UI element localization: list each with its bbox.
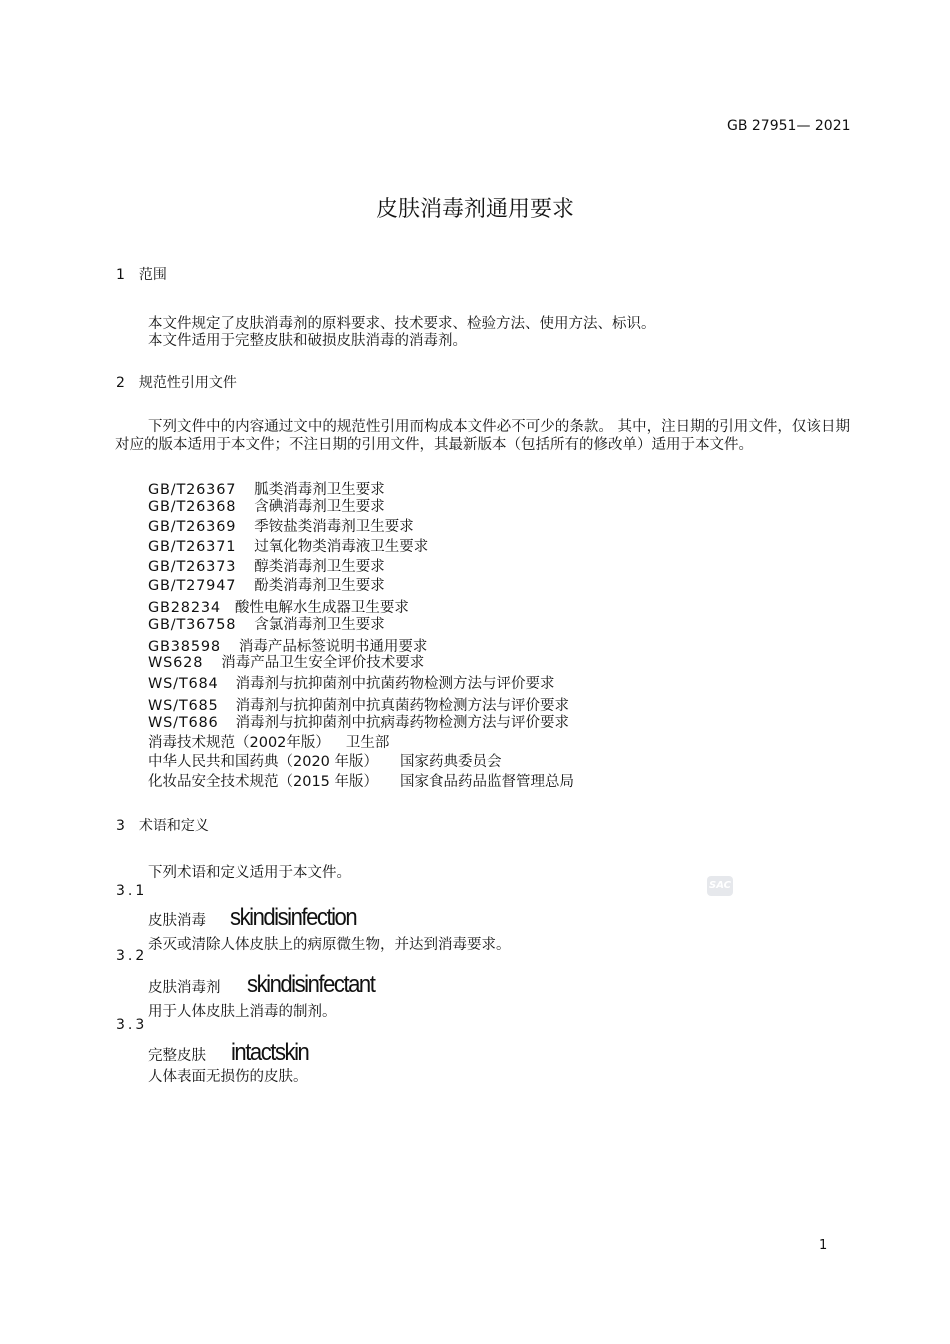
reference-code: GB/T26371 <box>148 539 237 555</box>
reference-code: GB/T26367 <box>148 482 237 498</box>
section-title: 规范性引用文件 <box>138 375 237 391</box>
term-en: skindisinfectant <box>246 971 374 998</box>
reference-title: 消毒产品标签说明书通用要求 <box>238 639 428 655</box>
reference-title: 过氧化物类消毒液卫生要求 <box>254 539 429 555</box>
reference-title: 消毒剂与抗抑菌剂中抗菌药物检测方法与评价要求 <box>235 676 555 692</box>
reference-title: 消毒剂与抗抑菌剂中抗真菌药物检测方法与评价要求 <box>235 698 570 714</box>
reference-code: GB/T36758 <box>148 617 237 633</box>
reference-code: WS/T684 <box>148 676 219 692</box>
scope-paragraph: 本文件规定了皮肤消毒剂的原料要求、技术要求、检验方法、使用方法、标识。 <box>148 316 656 332</box>
standard-number: GB 27951— 2021 <box>727 118 851 134</box>
term-definition: 杀灭或清除人体皮肤上的病原微生物，并达到消毒要求。 <box>148 937 511 953</box>
reference-code: GB28234 <box>148 600 221 616</box>
reference-item <box>148 672 555 693</box>
reference-title: 国家药典委员会 <box>400 754 502 770</box>
reference-item <box>148 535 428 556</box>
reference-item <box>148 555 385 576</box>
term-number: 3.3 <box>116 1017 148 1033</box>
reference-title: 酸性电解水生成器卫生要求 <box>234 600 409 616</box>
section-3-heading <box>116 815 209 835</box>
reference-title: 季铵盐类消毒剂卫生要求 <box>254 519 414 535</box>
reference-item <box>148 711 569 732</box>
term-number: 3.1 <box>116 883 148 899</box>
term-heading <box>148 904 367 932</box>
section-title: 范围 <box>138 267 167 283</box>
term-zh: 皮肤消毒 <box>148 913 206 929</box>
term-zh: 完整皮肤 <box>148 1048 206 1064</box>
reference-title: 含碘消毒剂卫生要求 <box>254 499 385 515</box>
term-definition: 人体表面无损伤的皮肤。 <box>148 1069 308 1085</box>
term-definition: 用于人体皮肤上消毒的制剂。 <box>148 1004 337 1020</box>
reference-code: GB/T27947 <box>148 578 237 594</box>
term-number: 3.2 <box>116 948 148 964</box>
reference-title: 酚类消毒剂卫生要求 <box>254 578 385 594</box>
document-title: 皮肤消毒剂通用要求 <box>375 197 574 222</box>
reference-title: 卫生部 <box>345 735 390 751</box>
term-heading <box>148 1039 315 1067</box>
reference-code: 化妆品安全技术规范（2015 年版） <box>148 774 379 790</box>
reference-item <box>148 495 385 516</box>
reference-item <box>148 770 574 791</box>
reference-item <box>148 731 389 752</box>
reference-item <box>148 651 424 672</box>
reference-item <box>148 515 414 536</box>
section-number: 3 <box>116 818 125 834</box>
section-title: 术语和定义 <box>138 818 209 834</box>
reference-code: WS628 <box>148 655 204 671</box>
reference-title: 国家食品药品监督管理总局 <box>400 774 575 790</box>
reference-code: GB38598 <box>148 639 221 655</box>
reference-title: 消毒产品卫生安全评价技术要求 <box>221 655 425 671</box>
reference-title: 醇类消毒剂卫生要求 <box>254 559 385 575</box>
section-2-heading <box>116 372 237 392</box>
scope-paragraph: 本文件适用于完整皮肤和破损皮肤消毒的消毒剂。 <box>148 333 467 349</box>
page-number: 1 <box>819 1238 828 1253</box>
reference-code: WS/T685 <box>148 698 219 714</box>
reference-title: 含氯消毒剂卫生要求 <box>254 617 385 633</box>
reference-code: WS/T686 <box>148 715 219 731</box>
section-number: 2 <box>116 375 125 391</box>
reference-item <box>148 574 385 595</box>
reference-item <box>148 613 385 634</box>
reference-title: 消毒剂与抗抑菌剂中抗病毒药物检测方法与评价要求 <box>235 715 570 731</box>
reference-code: 消毒技术规范（2002年版） <box>148 735 330 751</box>
term-en: skindisinfection <box>230 904 357 931</box>
term-en: intactskin <box>231 1039 309 1066</box>
reference-code: GB/T26369 <box>148 519 237 535</box>
term-heading <box>148 971 385 999</box>
reference-code: GB/T26373 <box>148 559 237 575</box>
terms-intro: 下列术语和定义适用于本文件。 <box>148 865 351 881</box>
term-zh: 皮肤消毒剂 <box>148 980 221 996</box>
section-1-heading <box>116 264 167 284</box>
normative-intro: 下列文件中的内容通过文中的规范性引用而构成本文件必不可少的条款。 其中，注日期的引用文件，仅该日期对应的版本适用于本文件；不注日期的引用文件，其最新版本（包括所有的修改单）适用于本文件。 <box>115 419 850 453</box>
section-number: 1 <box>116 267 125 283</box>
reference-item <box>148 750 502 771</box>
reference-code: GB/T26368 <box>148 499 237 515</box>
reference-code: 中华人民共和国药典（2020 年版） <box>148 754 379 770</box>
reference-title: 胍类消毒剂卫生要求 <box>254 482 385 498</box>
sac-watermark: SAC <box>707 876 733 896</box>
